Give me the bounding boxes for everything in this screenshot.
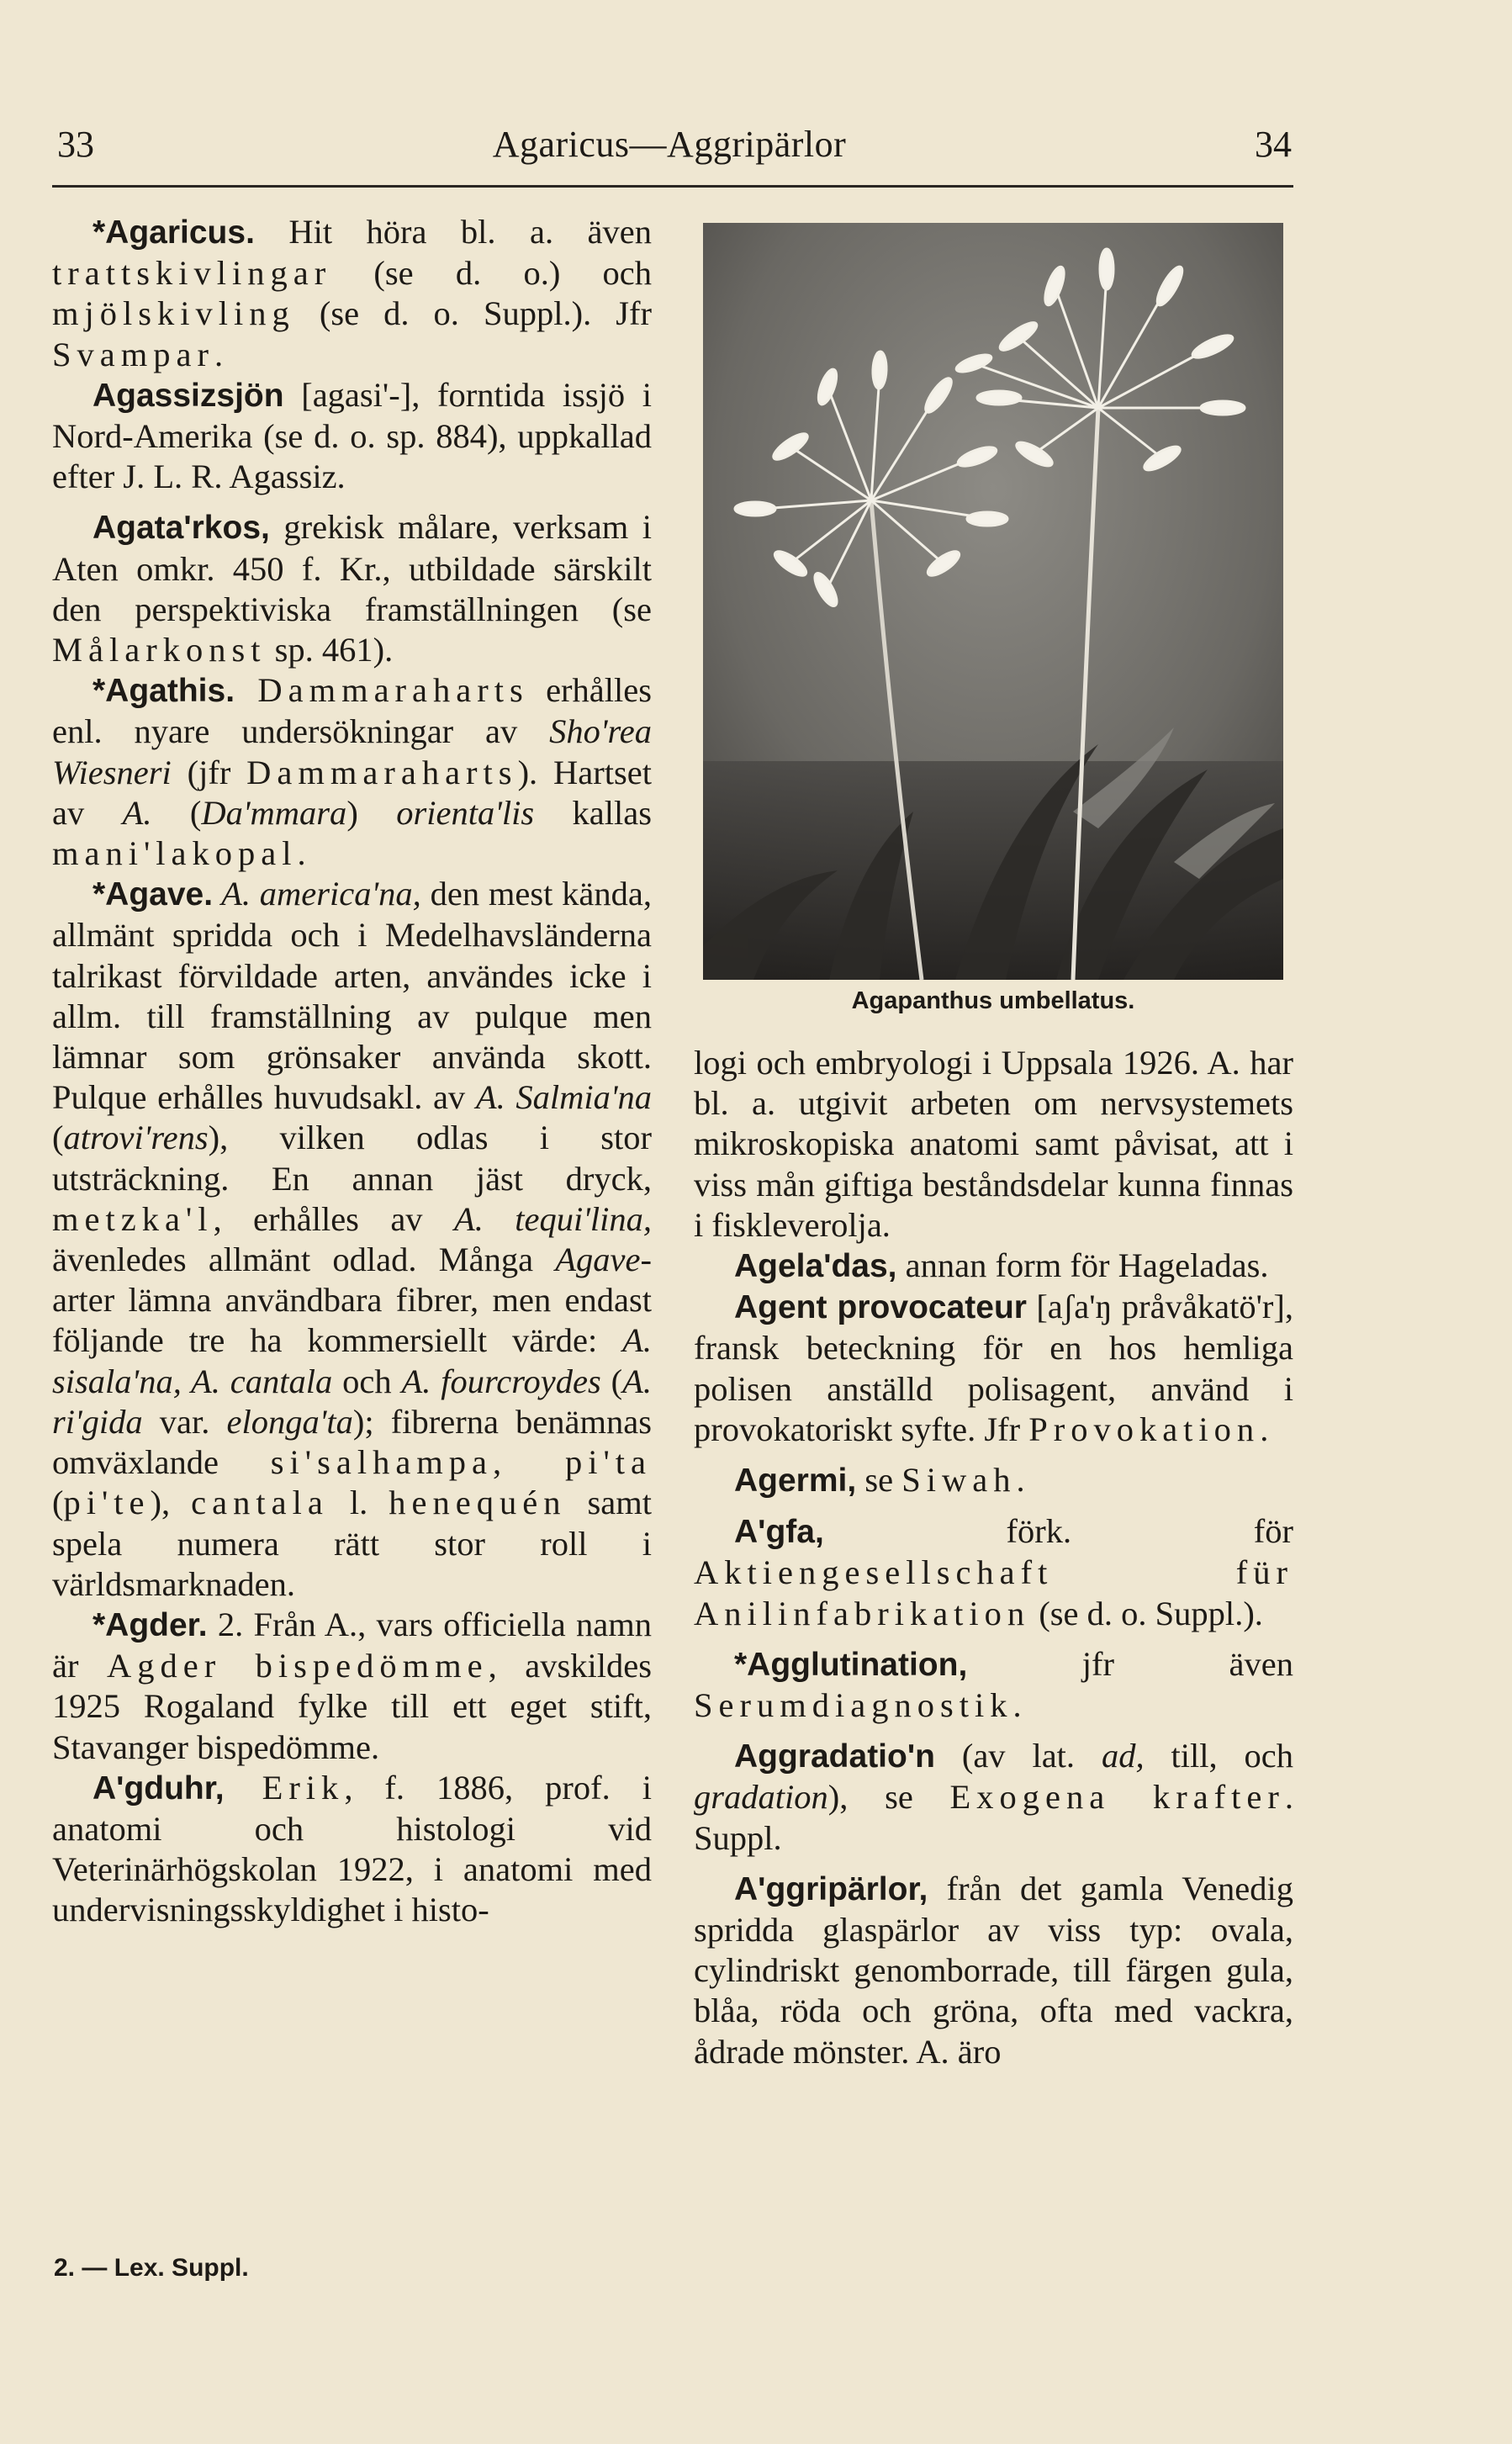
header-rule <box>52 185 1293 188</box>
entry-term: A'ggripärlor, <box>734 1870 928 1907</box>
entry-term: Agermi, <box>734 1463 857 1500</box>
entry-aggriparlor: A'ggripärlor, från det gamla Venedig spridda glaspärlor av viss typ: ovala, cylindriskt genomborrade, till färgen gula, blåa, röda och gröna, ofta med vackra, ådrade mönster. A. äro <box>694 1869 1293 2071</box>
entry-agglutination: *Agglutination, jfr även Serumdiagnostik. <box>694 1644 1293 1725</box>
entry-agelades: Agela'das, annan form för Hageladas. <box>734 1246 1269 1285</box>
entry-agent-provocateur: Agent provocateur [aʃa'ŋ pråvåkatö'r], fransk beteckning för en hos hemliga polisen anställd polisagent, använd i provokatoriskt syfte. Jfr Provokation. <box>694 1288 1293 1448</box>
entry-term: *Agathis. <box>93 673 235 710</box>
entry-term: Agela'das, <box>734 1248 897 1285</box>
entry-continuation: logi och embryologi i Uppsala 1926. A. har bl. a. utgivit arbeten om nervsystemets mikroskopiska anatomi samt påvisat, att i viss mån giftiga beståndsdelar kunna finnas i fiskleverolja. <box>694 1044 1293 1244</box>
page-header <box>47 119 1292 170</box>
footer-signature: 2. — Lex. Suppl. <box>54 2254 249 2282</box>
entry-agermi: Agermi, se Siwah. <box>734 1461 1025 1500</box>
entry-agduhr: A'gduhr, Erik, f. 1886, prof. i anatomi och histologi vid Veterinärhögskolan 1922, i anatomi med undervisningsskyldighet i histo- <box>52 1768 652 1929</box>
right-column <box>694 1043 1293 2072</box>
entry-agave: *Agave. A. america'na, den mest kända, allmänt spridda och i Medelhavsländerna talrikast förvildade arten, användes icke i allm. till framställning av pulque men lämnar som grönsaker använda skott. Pulque erhålles huvudsakl. av A. Salmia'na (atrovi'rens), vilken odlas i stor utsträckning. En annan jäst dryck, metzka'l, erhålles av A. tequi'lina, ävenledes allmänt odlad. Många Agave-arter lämna användbara fibrer, men endast följande tre ha kommersiellt värde: A. sisala'na, A. cantala och A. fourcroydes (A. ri'gida var. elonga'ta); fibrerna benämnas omväxlande si'salhampa, pi'ta (pi'te), cantala l. henequén samt spela numera rätt stor roll i världsmarknaden. <box>52 875 653 1603</box>
entry-term: *Agaricus. <box>93 214 255 251</box>
entry-agatarkos: Agata'rkos, grekisk målare, verksam i Aten omkr. 450 f. Kr., utbildade särskilt den perspektiviska framställningen (se Målarkonst sp. 461). <box>52 508 652 669</box>
image-caption: Agapanthus umbellatus. <box>851 987 1135 1014</box>
entry-term: Aggradatio'n <box>734 1738 935 1775</box>
page-number-right: 34 <box>1255 124 1292 165</box>
page-number-left: 33 <box>57 124 94 165</box>
agapanthus-image <box>703 223 1283 980</box>
entry-term: Agassizsjön <box>93 377 284 414</box>
entry-agathis: *Agathis. Dammaraharts erhålles enl. nyare undersökningar av Sho'rea Wiesneri (jfr Dammaraharts). Hartset av A. (Da'mmara) orienta'lis kallas mani'lakopal. <box>52 671 652 873</box>
entry-term: A'gduhr, <box>93 1770 225 1807</box>
entry-term: *Agave. <box>93 876 214 913</box>
entry-aggradation: Aggradatio'n (av lat. ad, till, och gradation), se Exogena krafter. Suppl. <box>694 1737 1293 1857</box>
entry-agaricus: *Agaricus. Hit höra bl. a. även trattskivlingar (se d. o.) och mjölskivling (se d. o. Suppl.). Jfr Svampar. <box>52 213 652 373</box>
running-title: Agaricus—Aggripärlor <box>492 124 847 165</box>
entry-term: *Agglutination, <box>734 1646 968 1683</box>
entry-term: Agent provocateur <box>734 1289 1027 1326</box>
entry-agder: *Agder. 2. Från A., vars officiella namn är Agder bispedömme, avskildes 1925 Rogaland fylke till ett eget stift, Stavanger bispedömme. <box>52 1605 653 1766</box>
agapanthus-photo <box>703 223 1283 980</box>
entry-agassizsjon: Agassizsjön [agasi'-], forntida issjö i Nord-Amerika (se d. o. sp. 884), uppkallad efter J. L. R. Agassiz. <box>52 375 652 496</box>
entry-term: Agata'rkos, <box>93 510 270 547</box>
entry-term: A'gfa, <box>734 1514 824 1551</box>
entry-agfa: A'gfa, förk. för Aktiengesellschaft für Anilinfabrikation (se d. o. Suppl.). <box>694 1512 1293 1632</box>
left-column <box>52 212 652 1931</box>
entry-term: *Agder. <box>93 1606 208 1643</box>
